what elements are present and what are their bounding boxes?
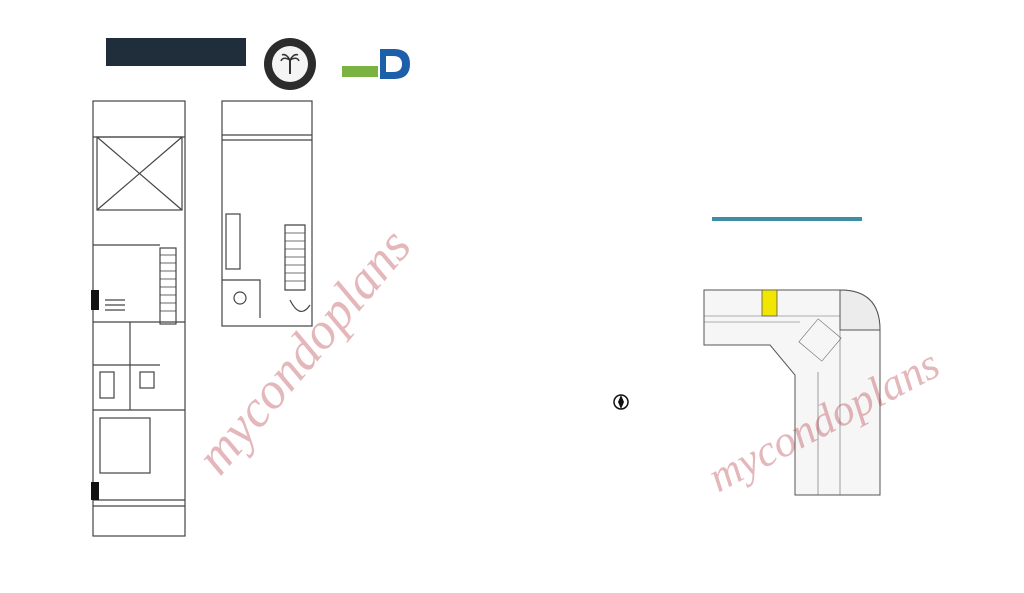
miami-river-bar xyxy=(712,217,862,221)
svg-text:mycondoplans: mycondoplans xyxy=(699,339,948,502)
svg-text:mycondoplans: mycondoplans xyxy=(185,218,423,486)
